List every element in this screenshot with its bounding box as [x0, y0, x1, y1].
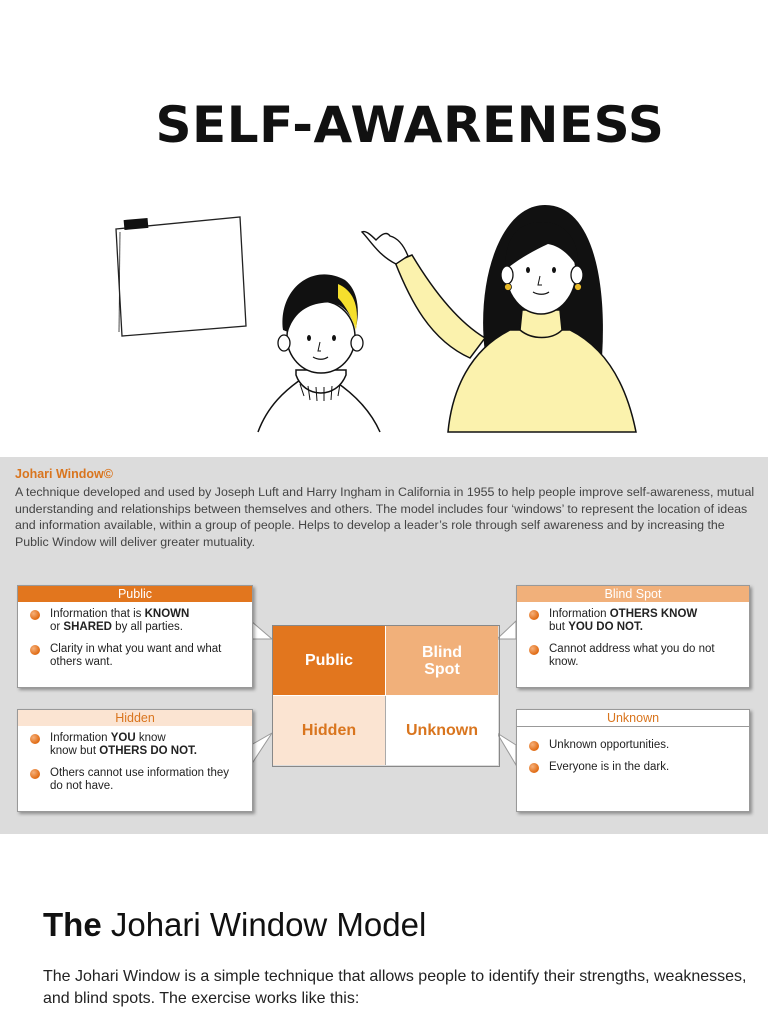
bullet-icon: [30, 769, 40, 779]
grid-cell-blind-spot: Blind Spot: [386, 626, 498, 696]
hidden-box: [17, 709, 253, 812]
hidden-box-heading: Hidden: [18, 710, 252, 726]
blind-spot-box-heading: Blind Spot: [517, 586, 749, 602]
list-item: Everyone is in the dark.: [529, 761, 739, 774]
bullet-icon: [30, 734, 40, 744]
public-box-heading: Public: [18, 586, 252, 602]
illustration: [0, 195, 768, 435]
unknown-box: [516, 709, 750, 812]
bullet-icon: [529, 741, 539, 751]
woman-figure: [362, 205, 636, 432]
grid-cell-hidden: Hidden: [273, 696, 386, 765]
list-item: Unknown opportunities.: [529, 739, 739, 752]
boy-figure: [258, 274, 380, 432]
bullet-icon: [529, 645, 539, 655]
grid-cell-public: Public: [273, 626, 386, 696]
grid-cell-unknown: Unknown: [386, 696, 498, 765]
list-item: Others cannot use information they do not have.: [30, 767, 242, 793]
unknown-box-heading: Unknown: [517, 710, 749, 727]
blind-spot-box: [516, 585, 750, 688]
page-title: SELF-AWARENESS: [155, 96, 665, 154]
bullet-icon: [529, 610, 539, 620]
section-body: The Johari Window is a simple technique that allows people to identify their strengths, weaknesses, and blind spots. The exercise works like this:: [43, 968, 747, 1007]
list-item: Clarity in what you want and what others want.: [30, 643, 242, 669]
list-item: Information OTHERS KNOW but YOU DO NOT.: [529, 608, 739, 634]
note-paper-icon: [116, 217, 246, 336]
johari-grid: [272, 625, 500, 767]
bullet-icon: [30, 645, 40, 655]
list-item: Cannot address what you do not know.: [529, 643, 739, 669]
section-heading: The Johari Window Model: [43, 906, 427, 943]
bullet-icon: [30, 610, 40, 620]
johari-description: A technique developed and used by Joseph Luft and Harry Ingham in California in 1955 to help people improve self-awareness, mutual understanding and relationships between themselves and others. The model includes four ‘windows’ to represent the location of ideas and information available, within a group of people. Helps to develop a leader’s role through self awareness and by increasing the Public Window will deliver greater mutuality.: [15, 485, 755, 549]
list-item: Information YOU know know but OTHERS DO NOT.: [30, 732, 242, 758]
public-box: [17, 585, 253, 688]
johari-title: Johari Window©: [15, 467, 113, 481]
johari-window-panel: [0, 457, 768, 834]
list-item: Information that is KNOWN or SHARED by all parties.: [30, 608, 242, 634]
bullet-icon: [529, 763, 539, 773]
